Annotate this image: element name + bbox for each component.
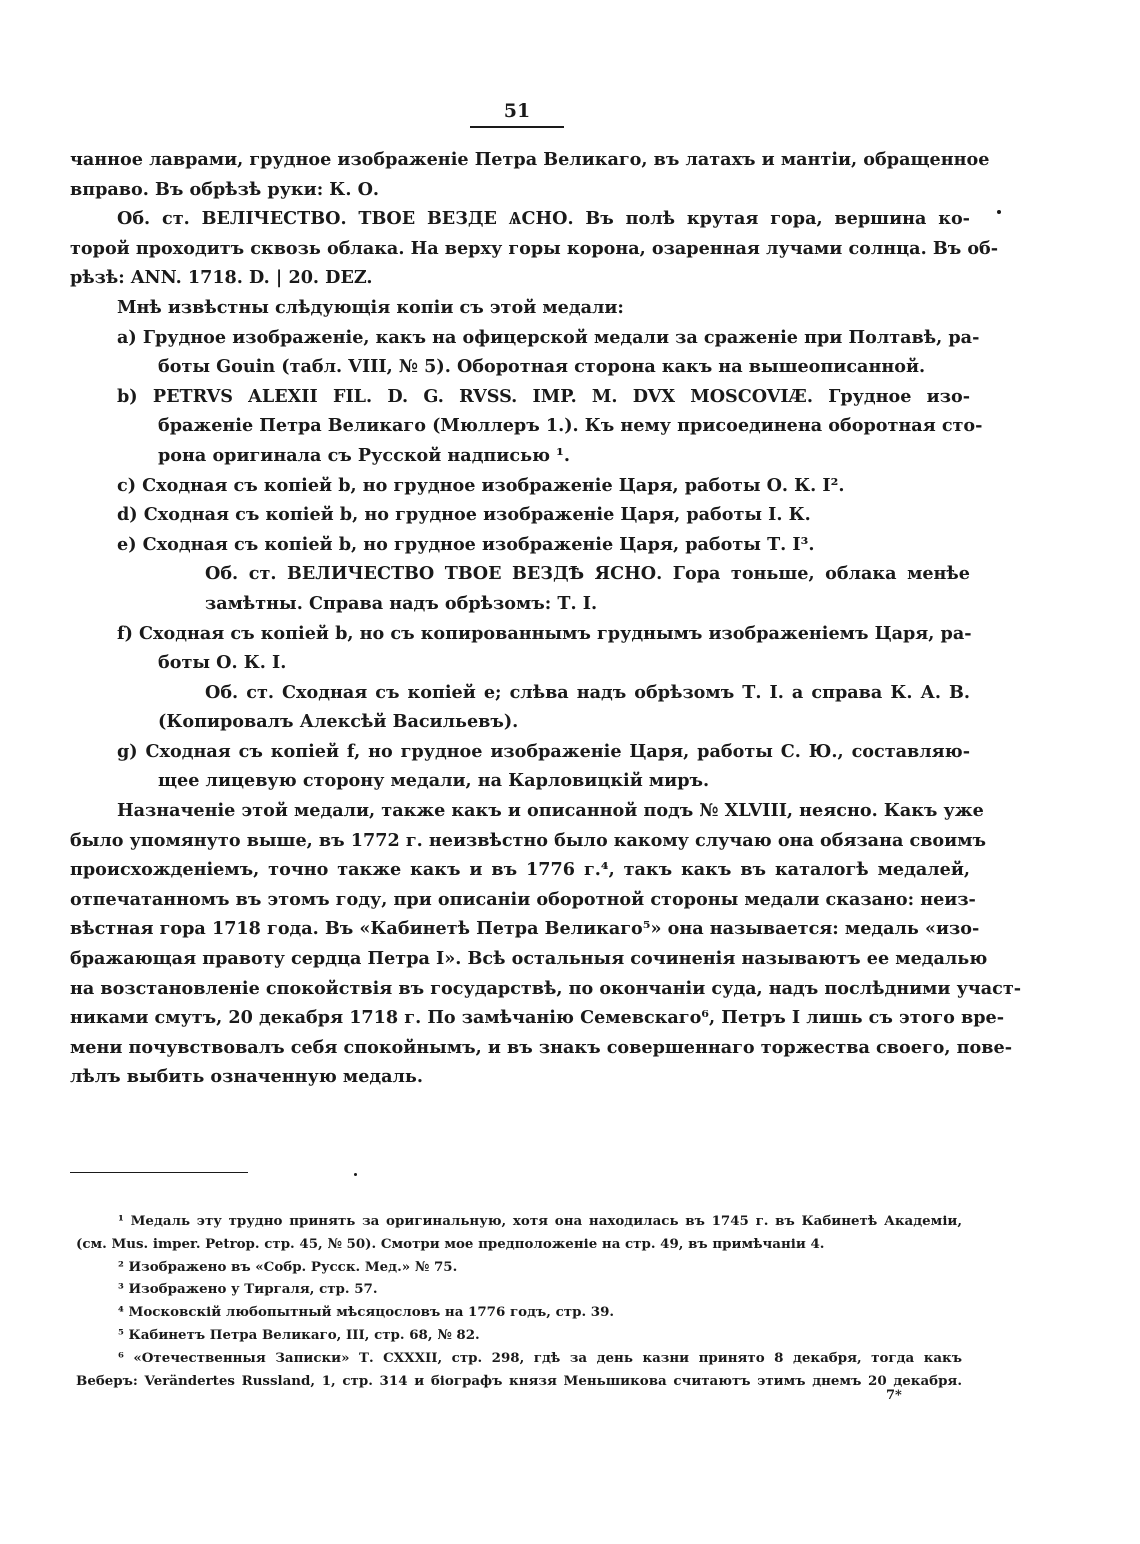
- footnote-line: Веберъ: Verändertes Russland, 1, стр. 314 и біографъ князя Меньшикова считаютъ этимъ днемъ 20 декабря.: [76, 1372, 962, 1389]
- text-line: лѣлъ выбить означенную медаль.: [70, 1066, 423, 1088]
- page-number-rule: [470, 126, 564, 128]
- text-line: Мнѣ извѣстны слѣдующія копіи съ этой медали:: [117, 296, 624, 318]
- text-line: на возстановленіе спокойствія въ государствѣ, по окончаніи суда, надъ послѣдними участ-: [70, 977, 1022, 999]
- text-line: мени почувствовалъ себя спокойнымъ, и въ знакъ совершеннаго торжества своего, пове-: [70, 1036, 1012, 1058]
- text-line: g) Сходная съ копіей f, но грудное изображеніе Царя, работы С. Ю., составляю-: [117, 740, 970, 762]
- footnote-divider: [70, 1172, 248, 1173]
- text-line: e) Сходная съ копіей b, но грудное изображеніе Царя, работы Т. I³.: [117, 533, 815, 555]
- text-line: Назначеніе этой медали, также какъ и описанной подъ № XLVIII, неясно. Какъ уже: [117, 800, 984, 822]
- text-line: браженіе Петра Великаго (Мюллеръ 1.). Къ нему присоединена оборотная сто-: [158, 415, 983, 437]
- footnote-line: ⁵ Кабинетъ Петра Великаго, III, стр. 68, № 82.: [118, 1326, 480, 1343]
- text-line: отпечатанномъ въ этомъ году, при описаніи оборотной стороны медали сказано: неиз-: [70, 888, 976, 910]
- text-line: Об. ст. Сходная съ копіей e; слѣва надъ обрѣзомъ Т. I. а справа К. А. В.: [205, 681, 970, 703]
- footnote-line: ¹ Медаль эту трудно принять за оригинальную, хотя она находилась въ 1745 г. въ Кабинетѣ Академіи,: [118, 1213, 962, 1229]
- text-line: рона оригинала съ Русской надписью ¹.: [158, 444, 571, 466]
- scan-speck: [997, 210, 1001, 214]
- text-line: торой проходитъ сквозь облака. На верху горы корона, озаренная лучами солнца. Въ об-: [70, 237, 999, 259]
- text-line: было упомянуто выше, въ 1772 г. неизвѣстно было какому случаю она обязана своимъ: [70, 829, 986, 851]
- footnote-line: ⁶ «Отечественныя Записки» Т. CXXXII, стр. 298, гдѣ за день казни принято 8 декабря, тогда какъ: [118, 1349, 962, 1366]
- footnotes: [76, 1210, 962, 1392]
- footnote-line: (см. Mus. imper. Petrop. стр. 45, № 50). Смотри мое предположеніе на стр. 49, въ примѣчаніи 4.: [76, 1235, 825, 1252]
- text-line: щее лицевую сторону медали, на Карловицкій миръ.: [158, 770, 710, 792]
- text-line: вправо. Въ обрѣзѣ руки: К. О.: [70, 178, 380, 200]
- text-line: никами смутъ, 20 декабря 1718 г. По замѣчанію Семевскаго⁶, Петръ I лишь съ этого вре-: [70, 1007, 1005, 1029]
- text-line: бражающая правоту сердца Петра I». Всѣ остальныя сочиненія называютъ ее медалью: [70, 948, 988, 970]
- text-line: Об. ст. ВЕЛIЧЕСТВО. ТВОЕ ВЕЗДЕ ѦСНО. Въ полѣ крутая гора, вершина ко-: [117, 208, 970, 230]
- footnote-line: ⁴ Московскій любопытный мѣсяцословъ на 1776 годъ, стр. 39.: [118, 1304, 615, 1321]
- scan-speck: [354, 1173, 357, 1176]
- main-text: [70, 145, 1022, 1092]
- footnote-line: ³ Изображено у Тиргаля, стр. 57.: [118, 1281, 378, 1298]
- text-line: рѣзѣ: ANN. 1718. D. | 20. DEZ.: [70, 267, 373, 289]
- text-line: d) Сходная съ копіей b, но грудное изображеніе Царя, работы I. К.: [117, 504, 811, 526]
- text-line: происхожденіемъ, точно также какъ и въ 1776 г.⁴, такъ какъ въ каталогѣ медалей,: [70, 859, 970, 881]
- text-line: c) Сходная съ копіей b, но грудное изображеніе Царя, работы О. К. I².: [117, 474, 845, 496]
- page-number: 51: [503, 100, 531, 122]
- text-line: чанное лаврами, грудное изображеніе Петра Великаго, въ латахъ и мантіи, обращенное: [70, 149, 990, 170]
- text-line: Об. ст. ВЕЛИЧЕСТВО ТВОЕ ВЕЗДѢ ЯСНО. Гора тоньше, облака менѣе: [205, 563, 970, 585]
- text-line: вѣстная гора 1718 года. Въ «Кабинетѣ Петра Великаго⁵» она называется: медаль «изо-: [70, 918, 980, 940]
- text-line: a) Грудное изображеніе, какъ на офицерской медали за сраженіе при Полтавѣ, ра-: [117, 326, 980, 348]
- signature-mark: 7*: [886, 1388, 902, 1403]
- text-line: (Копировалъ Алексѣй Васильевъ).: [158, 711, 519, 733]
- text-line: b) PETRVS ALEXII FIL. D. G. RVSS. IMP. M. DVX MOSCOVIÆ. Грудное изо-: [117, 385, 970, 407]
- text-line: боты О. К. I.: [158, 652, 287, 674]
- footnote-line: ² Изображено въ «Собр. Русск. Мед.» № 75.: [118, 1258, 458, 1275]
- text-line: боты Gouin (табл. VIII, № 5). Оборотная сторона какъ на вышеописанной.: [158, 356, 926, 378]
- text-line: f) Сходная съ копіей b, но съ копированнымъ груднымъ изображеніемъ Царя, ра-: [117, 622, 972, 644]
- text-line: замѣтны. Справа надъ обрѣзомъ: Т. I.: [205, 592, 598, 614]
